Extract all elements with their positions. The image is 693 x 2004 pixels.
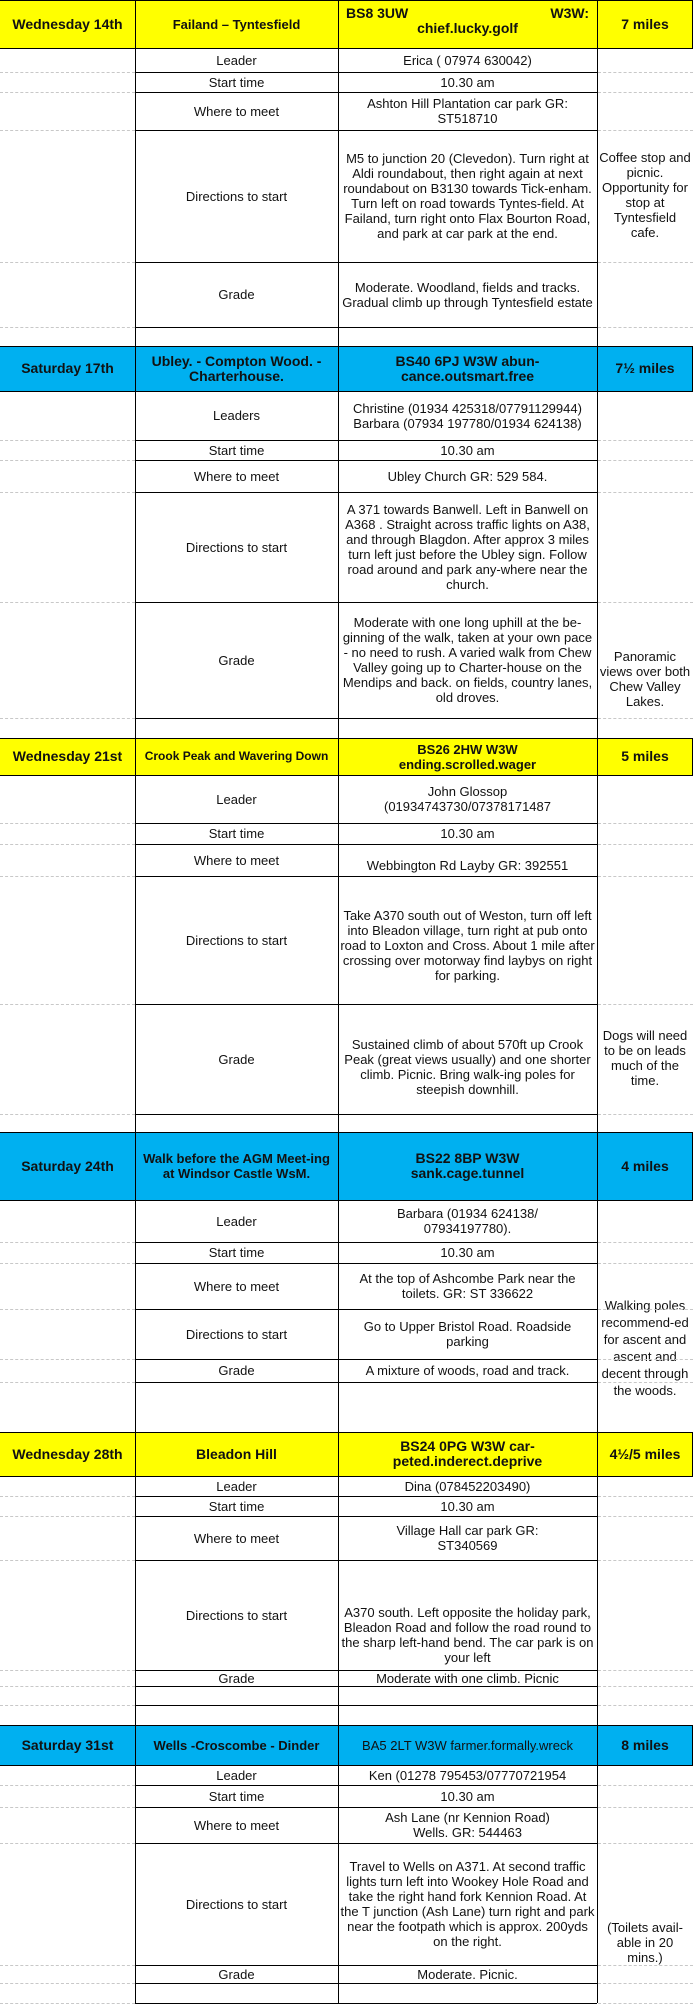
walk-day: Saturday 31st bbox=[21, 1736, 114, 1753]
directions-value: A 371 towards Banwell. Left in Banwell on A368 . Straight across traffic lights on A38, and through Blagdon. After approx 3 miles turn left just before the Ubley sign. Follow road around and park any-where near the church. bbox=[345, 502, 590, 592]
meet-label: Where to meet bbox=[193, 852, 280, 868]
grid-line bbox=[598, 1263, 693, 1264]
meet-label: Where to meet bbox=[193, 103, 280, 119]
grid-line bbox=[0, 1807, 135, 1808]
grid-line bbox=[0, 0, 693, 1]
grid-line bbox=[135, 1263, 597, 1264]
grid-line bbox=[597, 1200, 598, 1432]
start-time-value: 10.30 am bbox=[440, 1245, 495, 1260]
grid-line bbox=[135, 1309, 597, 1310]
walk-distance: 4 miles bbox=[621, 1157, 669, 1174]
grid-line bbox=[598, 1983, 693, 1984]
grid-line bbox=[597, 346, 598, 391]
grid-line bbox=[338, 1200, 339, 1432]
grid-line bbox=[0, 876, 135, 877]
grid-line bbox=[598, 262, 693, 263]
start-time-value: 10.30 am bbox=[440, 442, 495, 458]
w3w-label: W3W: bbox=[550, 5, 589, 21]
grid-line bbox=[0, 1382, 135, 1383]
grid-line bbox=[135, 346, 136, 391]
grid-line bbox=[135, 1516, 597, 1517]
walk-postcode: BA5 2LT W3W farmer.formally.wreck bbox=[362, 1737, 573, 1753]
grid-line bbox=[598, 1359, 693, 1360]
grid-line bbox=[0, 1765, 693, 1766]
grid-line bbox=[0, 440, 135, 441]
grid-line bbox=[0, 823, 135, 824]
grid-line bbox=[598, 1807, 693, 1808]
grid-line bbox=[598, 1843, 693, 1844]
meet-value: Ubley Church GR: 529 584. bbox=[387, 468, 548, 484]
grade-label: Grade bbox=[218, 1051, 255, 1067]
grid-line bbox=[598, 460, 693, 461]
grid-line bbox=[0, 1983, 135, 1984]
grid-line bbox=[0, 602, 135, 603]
grade-label: Grade bbox=[218, 1363, 255, 1378]
grid-line bbox=[598, 1242, 693, 1243]
walk-distance: 7 miles bbox=[621, 15, 669, 32]
grid-line bbox=[598, 1114, 693, 1115]
grid-line bbox=[597, 738, 598, 775]
walk-title: Walk before the AGM Meet-ing at Windsor Castle WsM. bbox=[143, 1151, 330, 1181]
directions-value: Go to Upper Bristol Road. Roadside parking bbox=[363, 1319, 572, 1349]
grid-line bbox=[0, 1004, 135, 1005]
grid-line bbox=[338, 1132, 339, 1200]
grid-line bbox=[135, 876, 597, 877]
grid-line bbox=[0, 1263, 135, 1264]
grid-line bbox=[135, 775, 136, 1132]
grid-line bbox=[0, 48, 693, 49]
grid-line bbox=[598, 327, 693, 328]
walk-day: Saturday 24th bbox=[21, 1157, 114, 1174]
grid-line bbox=[338, 1765, 339, 2003]
grid-line bbox=[338, 1476, 339, 1725]
grid-line bbox=[135, 440, 597, 441]
grade-value: Moderate with one climb. Picnic bbox=[376, 1670, 559, 1686]
postcode-text: BS8 3UW bbox=[346, 5, 409, 21]
grid-line bbox=[135, 823, 597, 824]
grid-line bbox=[135, 1807, 597, 1808]
grid-line bbox=[135, 1359, 597, 1360]
walk-day: Wednesday 14th bbox=[12, 15, 123, 32]
grid-line bbox=[0, 492, 135, 493]
start-time-value: 10.30 am bbox=[440, 1498, 495, 1514]
grid-line bbox=[0, 1686, 135, 1687]
start-time-label: Start time bbox=[208, 74, 265, 90]
walk-note: Panoramic views over both Chew Valley Lakes. bbox=[599, 649, 691, 709]
grade-label: Grade bbox=[218, 287, 255, 302]
grid-line bbox=[135, 602, 597, 603]
grid-line bbox=[338, 391, 339, 738]
grade-value: A mixture of woods, road and track. bbox=[365, 1363, 570, 1378]
grid-line bbox=[0, 1725, 693, 1726]
meet-value: At the top of Ashcombe Park near the toilets. GR: ST 336622 bbox=[359, 1271, 576, 1301]
grid-line bbox=[598, 1670, 693, 1671]
grid-line bbox=[135, 391, 136, 738]
grid-line bbox=[0, 1670, 135, 1671]
grid-line bbox=[135, 1765, 136, 2003]
grid-line bbox=[135, 1200, 136, 1432]
leader-label: Leaders bbox=[213, 408, 260, 423]
leader-value: John Glossop (01934743730/07378171487 bbox=[383, 784, 551, 814]
w3w-words: chief.lucky.golf bbox=[417, 20, 518, 36]
grid-line bbox=[598, 1560, 693, 1561]
grid-line bbox=[0, 1200, 693, 1201]
grid-line bbox=[135, 1114, 597, 1115]
start-time-label: Start time bbox=[208, 442, 265, 458]
grid-line bbox=[597, 0, 598, 48]
walk-postcode: BS40 6PJ W3W abun-cance.outsmart.free bbox=[395, 352, 540, 384]
grid-line bbox=[0, 718, 135, 719]
grid-line bbox=[598, 92, 693, 93]
grid-line bbox=[135, 1496, 597, 1497]
grid-line bbox=[598, 440, 693, 441]
walk-distance: 4½/5 miles bbox=[609, 1445, 681, 1462]
walk-distance: 8 miles bbox=[621, 1736, 669, 1753]
grid-line bbox=[0, 327, 135, 328]
walk-note: Coffee stop and picnic. Opportunity for stop at Tyntesfield cafe. bbox=[599, 150, 691, 240]
grid-line bbox=[598, 823, 693, 824]
grade-value: Moderate. Picnic. bbox=[417, 1966, 518, 1982]
grid-line bbox=[0, 1496, 135, 1497]
grid-line bbox=[598, 1309, 693, 1310]
leader-value: Erica ( 07974 630042) bbox=[403, 52, 532, 68]
grid-line bbox=[338, 738, 339, 775]
grid-line bbox=[598, 876, 693, 877]
directions-value: A370 south. Left opposite the holiday park, Bleadon Road and follow the road round to the sharp left-hand bend. The car park is on your left bbox=[341, 1604, 594, 1665]
grid-line bbox=[0, 346, 693, 347]
walk-title: Wells -Croscombe - Dinder bbox=[153, 1737, 320, 1753]
grid-line bbox=[598, 718, 693, 719]
grid-line bbox=[0, 130, 135, 131]
walk-postcode bbox=[338, 0, 597, 48]
directions-value: M5 to junction 20 (Clevedon). Turn right at Aldi roundabout, then right again at next roundabout on B3130 towards Tick-enham. Turn left on road towards Tyntes-field. At Failand, turn right onto Flax Bourton Road, and park at car park at the end. bbox=[343, 151, 592, 241]
grid-line bbox=[598, 1705, 693, 1706]
start-time-label: Start time bbox=[208, 826, 265, 841]
directions-value: Take A370 south out of Weston, turn off left into Bleadon village, turn right at pub onto road to Loxton and Cross. About 1 mile after crossing over motorway find laybys on right for parking. bbox=[340, 908, 595, 983]
grid-line bbox=[597, 1765, 598, 2003]
grid-line bbox=[598, 1004, 693, 1005]
leader-value: Barbara (01934 624138/ 07934197780). bbox=[397, 1206, 538, 1236]
grid-line bbox=[135, 1725, 136, 1765]
walk-title: Failand – Tyntesfield bbox=[172, 16, 301, 32]
grade-label: Grade bbox=[218, 1670, 255, 1686]
grid-line bbox=[135, 492, 597, 493]
grid-line bbox=[0, 775, 693, 776]
grid-line bbox=[598, 1965, 693, 1966]
leader-value: Christine (01934 425318/07791129944) Barbara (07934 197780/01934 624138) bbox=[353, 400, 582, 431]
grid-line bbox=[598, 1496, 693, 1497]
walk-postcode: BS26 2HW W3W ending.scrolled.wager bbox=[398, 741, 537, 772]
walk-note: Walking poles recommend-ed for ascent and ascent and decent through the woods. bbox=[601, 1298, 689, 1398]
meet-label: Where to meet bbox=[193, 1530, 280, 1546]
grid-line bbox=[0, 1114, 135, 1115]
grid-line bbox=[135, 844, 597, 845]
start-time-label: Start time bbox=[208, 1498, 265, 1514]
meet-value: Ash Lane (nr Kennion Road) Wells. GR: 544463 bbox=[385, 1810, 550, 1840]
walk-day: Wednesday 28th bbox=[12, 1445, 123, 1462]
grid-line bbox=[135, 1983, 597, 1984]
grid-line bbox=[135, 738, 136, 775]
grid-line bbox=[135, 262, 597, 263]
grid-line bbox=[338, 1432, 339, 1476]
meet-label: Where to meet bbox=[193, 1278, 280, 1294]
grid-line bbox=[135, 1705, 597, 1706]
directions-label: Directions to start bbox=[185, 1607, 288, 1623]
grid-line bbox=[135, 72, 597, 73]
walk-postcode: BS24 0PG W3W car-peted.inderect.deprive bbox=[392, 1438, 543, 1469]
walk-distance: 7½ miles bbox=[615, 360, 675, 376]
grade-value: Moderate with one long uphill at the be-ginning of the walk, taken at your own pace - no need to rush. A varied walk from Chew Valley going up to Charter-house on the Mendips and back. on fields, country lanes, old droves. bbox=[342, 615, 593, 705]
grid-line bbox=[135, 1382, 597, 1383]
grade-label: Grade bbox=[218, 652, 255, 668]
grid-line bbox=[0, 1359, 135, 1360]
grid-line bbox=[598, 1516, 693, 1517]
directions-label: Directions to start bbox=[185, 539, 288, 555]
grid-line bbox=[598, 602, 693, 603]
grid-line bbox=[0, 1843, 135, 1844]
grid-line bbox=[598, 492, 693, 493]
grid-line bbox=[0, 391, 693, 392]
start-time-label: Start time bbox=[208, 1245, 265, 1260]
directions-label: Directions to start bbox=[185, 188, 288, 204]
walk-day: Saturday 17th bbox=[21, 360, 114, 376]
grid-line bbox=[135, 0, 136, 48]
grid-line bbox=[598, 72, 693, 73]
grid-line bbox=[135, 1476, 136, 1725]
leader-value: Ken (01278 795453/07770721954 bbox=[368, 1767, 567, 1783]
meet-value: Ashton Hill Plantation car park GR: ST518710 bbox=[367, 96, 568, 126]
grid-line bbox=[135, 1670, 597, 1671]
grid-line bbox=[598, 1785, 693, 1786]
leader-label: Leader bbox=[216, 1767, 257, 1783]
meet-label: Where to meet bbox=[193, 1817, 280, 1833]
grid-line bbox=[135, 92, 597, 93]
grid-line bbox=[0, 1309, 135, 1310]
grid-line bbox=[0, 1705, 135, 1706]
grid-line bbox=[597, 1725, 598, 1765]
grade-value: Sustained climb of about 570ft up Crook Peak (great views usually) and one shorter climb. Picnic. Bring walk-ing poles for steepish downhill. bbox=[344, 1036, 591, 1097]
walk-day: Wednesday 21st bbox=[12, 748, 123, 764]
start-time-value: 10.30 am bbox=[440, 74, 495, 90]
leader-value: Dina (078452203490) bbox=[404, 1478, 531, 1494]
grid-line bbox=[135, 1132, 136, 1200]
grid-line bbox=[338, 775, 339, 1132]
grid-line bbox=[597, 1432, 598, 1476]
grid-line bbox=[0, 1785, 135, 1786]
grid-line bbox=[338, 0, 339, 48]
grid-line bbox=[135, 1785, 597, 1786]
grid-line bbox=[0, 1476, 693, 1477]
leader-label: Leader bbox=[216, 52, 257, 68]
grid-line bbox=[598, 130, 693, 131]
walk-note: Dogs will need to be on leads much of the time. bbox=[602, 1028, 688, 1088]
grid-line bbox=[135, 718, 597, 719]
grid-line bbox=[135, 1843, 597, 1844]
grid-line bbox=[135, 130, 597, 131]
grid-line bbox=[597, 775, 598, 1132]
walk-distance: 5 miles bbox=[621, 748, 669, 764]
grid-line bbox=[135, 460, 597, 461]
walk-title: Bleadon Hill bbox=[196, 1445, 277, 1462]
directions-label: Directions to start bbox=[185, 932, 288, 948]
walk-postcode: BS22 8BP W3W sank.cage.tunnel bbox=[410, 1150, 525, 1181]
grid-line bbox=[597, 1132, 598, 1200]
grid-line bbox=[135, 1432, 136, 1476]
leader-label: Leader bbox=[216, 791, 257, 807]
meet-value: Webbington Rd Layby GR: 392551 bbox=[366, 858, 569, 873]
start-time-value: 10.30 am bbox=[440, 1788, 495, 1804]
grid-line bbox=[0, 1965, 135, 1966]
grid-line bbox=[0, 1516, 135, 1517]
grid-line bbox=[597, 391, 598, 738]
start-time-value: 10.30 am bbox=[440, 826, 495, 841]
leader-label: Leader bbox=[216, 1213, 257, 1229]
grid-line bbox=[135, 1560, 597, 1561]
walk-title: Crook Peak and Wavering Down bbox=[144, 749, 329, 763]
directions-value: Travel to Wells on A371. At second traffic lights turn left into Wookey Hole Road and take the right hand fork Kennion Road. At the T junction (Ash Lane) turn right and park near the footpath which is approx. 200yds on the right. bbox=[340, 1859, 595, 1949]
grid-line bbox=[0, 92, 135, 93]
grid-line bbox=[0, 1560, 135, 1561]
walk-note: (Toilets avail-able in 20 mins.) bbox=[607, 1919, 683, 1965]
grid-line bbox=[0, 72, 135, 73]
grid-line bbox=[338, 1725, 339, 1765]
grid-line bbox=[0, 1132, 693, 1133]
leader-label: Leader bbox=[216, 1478, 257, 1494]
grid-line bbox=[135, 1965, 597, 1966]
grid-line bbox=[135, 1004, 597, 1005]
grid-line bbox=[0, 1432, 693, 1433]
grid-line bbox=[0, 738, 693, 739]
grade-value: Moderate. Woodland, fields and tracks. Gradual climb up through Tyntesfield estate bbox=[342, 279, 593, 310]
grid-line bbox=[0, 262, 135, 263]
grid-line bbox=[597, 1476, 598, 1725]
grid-line bbox=[135, 327, 597, 328]
grid-line bbox=[135, 1242, 597, 1243]
grid-line bbox=[598, 1686, 693, 1687]
start-time-label: Start time bbox=[208, 1788, 265, 1804]
grid-line bbox=[0, 844, 135, 845]
grid-line bbox=[0, 1242, 135, 1243]
grade-label: Grade bbox=[218, 1966, 255, 1982]
directions-label: Directions to start bbox=[185, 1896, 288, 1912]
grid-line bbox=[338, 346, 339, 391]
directions-label: Directions to start bbox=[185, 1326, 288, 1342]
walk-title: Ubley. - Compton Wood. - Charterhouse. bbox=[151, 352, 322, 384]
meet-label: Where to meet bbox=[193, 468, 280, 484]
grid-line bbox=[598, 844, 693, 845]
grid-line bbox=[598, 1382, 693, 1383]
meet-value: Village Hall car park GR: ST340569 bbox=[396, 1523, 539, 1553]
grid-line bbox=[0, 460, 135, 461]
grid-line bbox=[135, 1686, 597, 1687]
